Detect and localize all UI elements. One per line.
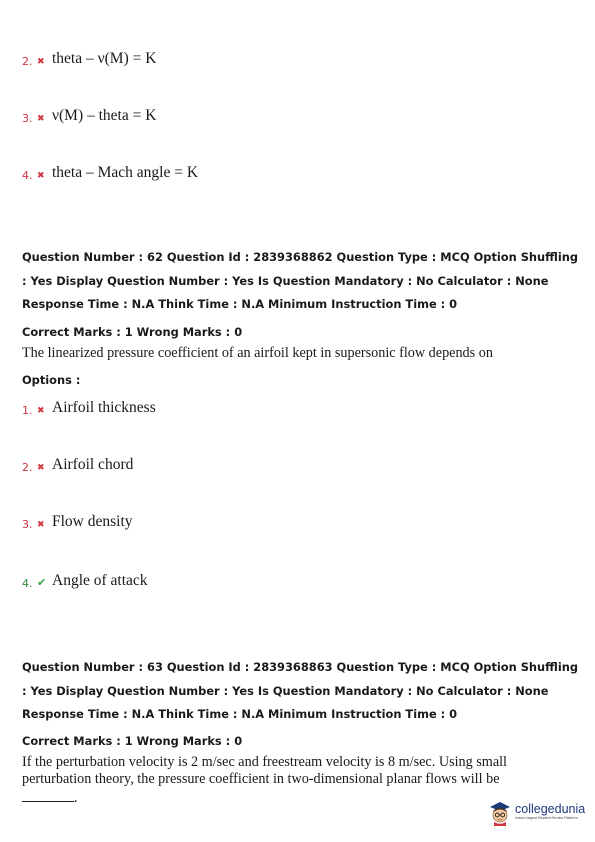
q63-marks: Correct Marks : 1 Wrong Marks : 0	[22, 734, 243, 748]
option-text: Airfoil chord	[52, 456, 134, 473]
q62-options-label: Options :	[22, 373, 81, 387]
cross-icon: ✖	[37, 114, 45, 124]
option-number: 2.	[22, 461, 33, 474]
logo-name: collegedunia	[515, 802, 586, 816]
option-number: 4.	[22, 169, 33, 182]
option-number: 4.	[22, 577, 33, 590]
q63-metadata: Question Number : 63 Question Id : 2839368863 Question Type : MCQ Option Shuffling : Yes Display Question Number : Yes Is Question Mandatory : No Calculator : None Response Time : N.A Think Time : N.A Minimum Instruction Time : 0	[22, 660, 578, 721]
option-text: Angle of attack	[52, 572, 148, 589]
cross-icon: ✖	[37, 520, 45, 530]
cross-icon: ✖	[37, 57, 45, 67]
q62-option-4	[22, 572, 148, 590]
option-text: theta – ν(M) = K	[52, 50, 157, 67]
q62-option-1	[22, 399, 156, 417]
collegedunia-logo	[488, 798, 585, 826]
cross-icon: ✖	[37, 463, 45, 473]
option-text: ν(M) – theta = K	[52, 107, 157, 124]
q62-marks: Correct Marks : 1 Wrong Marks : 0	[22, 325, 243, 339]
cross-icon: ✖	[37, 406, 45, 416]
option-text: Airfoil thickness	[52, 399, 156, 416]
q61-option-2	[22, 50, 156, 68]
option-number: 3.	[22, 112, 33, 125]
option-text: Flow density	[52, 513, 133, 530]
student-mascot-icon	[488, 798, 512, 826]
q62-question-text: The linearized pressure coefficient of an airfoil kept in supersonic flow depends on	[22, 345, 493, 361]
q62-option-3	[22, 513, 133, 531]
check-icon: ✔	[37, 576, 47, 589]
option-number: 3.	[22, 518, 33, 531]
q61-option-4	[22, 164, 198, 182]
option-number: 1.	[22, 404, 33, 417]
option-text: theta – Mach angle = K	[52, 164, 199, 181]
option-number: 2.	[22, 55, 33, 68]
q61-option-3	[22, 107, 156, 125]
q63-question-end: .	[74, 790, 78, 806]
q62-option-2	[22, 456, 133, 474]
logo-tagline: India's largest Student Review Platform	[515, 816, 578, 820]
answer-blank	[22, 801, 74, 802]
q62-metadata: Question Number : 62 Question Id : 2839368862 Question Type : MCQ Option Shuffling : Yes Display Question Number : Yes Is Question Mandatory : No Calculator : None Response Time : N.A Think Time : N.A Minimum Instruction Time : 0	[22, 250, 578, 311]
q63-question-body: If the perturbation velocity is 2 m/sec and freestream velocity is 8 m/sec. Using small perturbation theory, the pressure coefficient in two-dimensional planar flows will be	[22, 754, 508, 787]
cross-icon: ✖	[37, 171, 45, 181]
